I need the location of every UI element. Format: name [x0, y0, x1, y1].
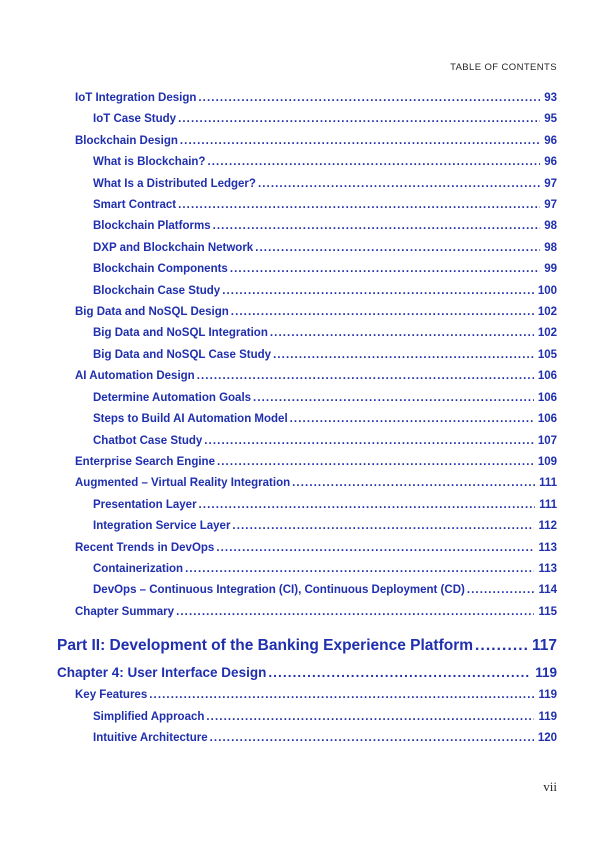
toc-entry-label: Chatbot Case Study — [93, 434, 203, 447]
toc-entry-label: Intuitive Architecture — [93, 731, 208, 744]
toc-list — [57, 88, 557, 749]
toc-entry-page: 105 — [537, 348, 557, 361]
toc-entry[interactable] — [57, 323, 557, 344]
running-header: TABLE OF CONTENTS — [450, 62, 557, 73]
toc-entry-page: 99 — [544, 263, 557, 276]
toc-entry-label: Big Data and NoSQL Design — [75, 306, 229, 319]
dot-leader — [197, 366, 534, 387]
toc-entry-label: Presentation Layer — [93, 498, 197, 511]
dot-leader — [268, 661, 531, 685]
toc-entry-label: Integration Service Layer — [93, 520, 231, 533]
toc-entry-page: 102 — [537, 327, 557, 340]
toc-entry-label: AI Automation Design — [75, 370, 195, 383]
toc-entry[interactable] — [57, 516, 557, 537]
toc-entry-label: Key Features — [75, 689, 148, 702]
dot-leader — [207, 152, 540, 173]
dot-leader — [255, 238, 540, 259]
toc-entry[interactable] — [57, 661, 557, 685]
toc-entry[interactable] — [57, 431, 557, 452]
toc-entry[interactable] — [57, 216, 557, 237]
toc-entry-label: Recent Trends in DevOps — [75, 541, 215, 554]
toc-entry[interactable] — [57, 302, 557, 323]
toc-entry-label: Blockchain Components — [93, 263, 228, 276]
dot-leader — [176, 602, 534, 623]
page-number: vii — [543, 779, 557, 794]
toc-entry-label: IoT Integration Design — [75, 92, 197, 104]
toc-entry-page: 106 — [537, 413, 557, 426]
dot-leader — [210, 728, 534, 749]
toc-entry[interactable] — [57, 452, 557, 473]
toc-entry-page: 115 — [538, 605, 557, 618]
toc-entry-page: 106 — [537, 370, 557, 383]
toc-entry[interactable] — [57, 152, 557, 173]
toc-entry-label: Blockchain Case Study — [93, 284, 221, 297]
toc-entry-label: Part II: Development of the Banking Experience Platform — [57, 637, 474, 655]
toc-entry[interactable] — [57, 195, 557, 216]
dot-leader — [204, 431, 534, 452]
dot-leader — [180, 131, 540, 152]
dot-leader — [232, 516, 534, 537]
toc-entry[interactable] — [57, 633, 557, 659]
dot-leader — [222, 281, 534, 302]
toc-entry-page: 120 — [537, 731, 557, 744]
toc-entry-label: Chapter 4: User Interface Design — [57, 665, 267, 681]
toc-entry-page: 93 — [544, 92, 557, 104]
dot-leader — [199, 495, 536, 516]
toc-entry-page: 107 — [537, 434, 557, 447]
toc-entry-label: Blockchain Platforms — [93, 220, 211, 233]
toc-entry[interactable] — [57, 473, 557, 494]
toc-entry-label: Chapter Summary — [75, 605, 175, 618]
toc-entry-page: 95 — [544, 113, 557, 126]
toc-entry[interactable] — [57, 388, 557, 409]
toc-entry-label: Big Data and NoSQL Case Study — [93, 348, 272, 361]
toc-entry-page: 106 — [537, 391, 557, 404]
toc-entry-label: Determine Automation Goals — [93, 391, 252, 404]
toc-entry[interactable] — [57, 131, 557, 152]
dot-leader — [149, 685, 534, 706]
dot-leader — [253, 388, 534, 409]
toc-entry-label: Big Data and NoSQL Integration — [93, 327, 268, 340]
toc-entry-label: Enterprise Search Engine — [75, 455, 215, 468]
toc-entry-page: 102 — [537, 306, 557, 319]
dot-leader — [231, 302, 534, 323]
toc-entry-page: 119 — [538, 689, 557, 702]
dot-leader — [292, 473, 535, 494]
toc-entry[interactable] — [57, 109, 557, 130]
dot-leader — [467, 580, 535, 601]
toc-entry[interactable] — [57, 409, 557, 430]
dot-leader — [206, 707, 534, 728]
dot-leader — [217, 452, 534, 473]
toc-entry-page: 112 — [538, 520, 557, 533]
dot-leader — [230, 259, 540, 280]
dot-leader — [290, 409, 534, 430]
toc-entry-page: 113 — [538, 541, 557, 554]
toc-entry-label: What is Blockchain? — [93, 156, 206, 169]
toc-entry-page: 111 — [539, 477, 557, 490]
toc-entry-page: 98 — [544, 220, 557, 233]
toc-entry[interactable] — [57, 685, 557, 706]
dot-leader — [273, 345, 534, 366]
dot-leader — [216, 538, 534, 559]
toc-entry-page: 96 — [544, 134, 557, 147]
toc-entry[interactable] — [57, 707, 557, 728]
toc-entry-page: 114 — [538, 584, 557, 597]
toc-entry-page: 113 — [538, 562, 557, 575]
toc-entry-page: 96 — [544, 156, 557, 169]
toc-entry-label: Augmented – Virtual Reality Integration — [75, 477, 291, 490]
toc-entry-label: Simplified Approach — [93, 710, 205, 723]
toc-entry[interactable] — [57, 580, 557, 601]
dot-leader — [213, 216, 541, 237]
toc-entry-label: DXP and Blockchain Network — [93, 241, 254, 254]
toc-entry-page: 109 — [537, 455, 557, 468]
toc-entry-label: Steps to Build AI Automation Model — [93, 413, 288, 426]
toc-entry-page: 100 — [537, 284, 557, 297]
toc-entry-page: 97 — [544, 199, 557, 212]
toc-entry[interactable] — [57, 495, 557, 516]
toc-entry-label: DevOps – Continuous Integration (CI), Continuous Deployment (CD) — [93, 584, 465, 597]
dot-leader — [475, 633, 528, 659]
toc-entry[interactable] — [57, 259, 557, 280]
toc-entry[interactable] — [57, 559, 557, 580]
toc-entry-page: 117 — [531, 637, 557, 655]
toc-entry[interactable] — [57, 728, 557, 749]
toc-entry-page: 98 — [544, 241, 557, 254]
toc-entry-page: 119 — [538, 710, 557, 723]
dot-leader — [270, 323, 534, 344]
toc-entry[interactable] — [57, 238, 557, 259]
toc-entry-page: 119 — [535, 665, 557, 681]
toc-entry[interactable] — [57, 88, 557, 109]
toc-entry[interactable] — [57, 538, 557, 559]
toc-entry-label: Containerization — [93, 562, 184, 575]
dot-leader — [258, 174, 540, 195]
dot-leader — [185, 559, 534, 580]
toc-entry-label: Smart Contract — [93, 199, 177, 212]
toc-entry-page: 111 — [539, 498, 557, 511]
dot-leader — [198, 88, 540, 109]
dot-leader — [178, 109, 540, 130]
toc-entry[interactable] — [57, 602, 557, 623]
toc-entry-label: Blockchain Design — [75, 134, 178, 147]
dot-leader — [178, 195, 540, 216]
toc-entry[interactable] — [57, 281, 557, 302]
toc-entry-label: What Is a Distributed Ledger? — [93, 177, 256, 190]
toc-entry[interactable] — [57, 345, 557, 366]
toc-entry[interactable] — [57, 366, 557, 387]
toc-entry-label: IoT Case Study — [93, 113, 177, 126]
toc-entry-page: 97 — [544, 177, 557, 190]
toc-entry[interactable] — [57, 174, 557, 195]
